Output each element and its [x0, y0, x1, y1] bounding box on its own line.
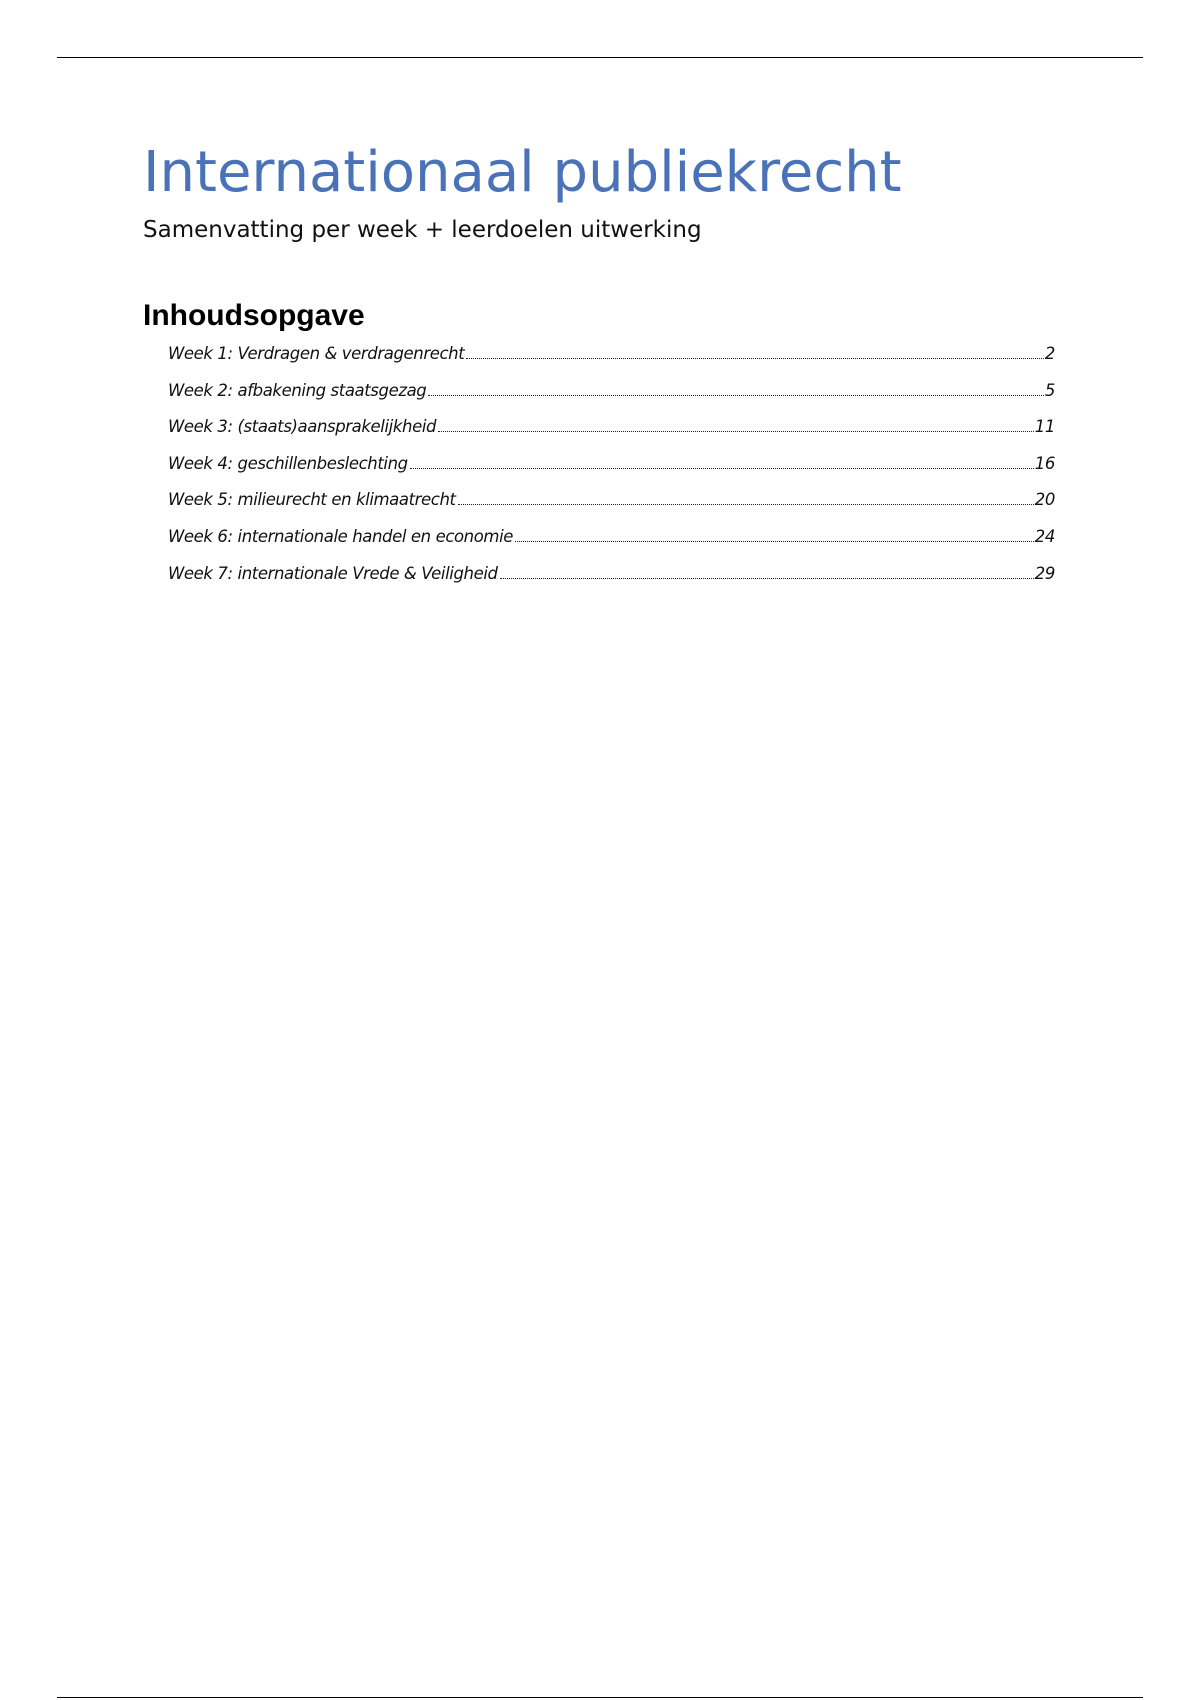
toc-dot-leader — [410, 468, 1034, 469]
table-of-contents — [168, 344, 1055, 600]
toc-dot-leader — [458, 504, 1034, 505]
toc-entry-week-4[interactable] — [168, 454, 1055, 491]
toc-dot-leader — [466, 358, 1044, 359]
footer-rule — [57, 1697, 1143, 1698]
toc-entry-week-3[interactable] — [168, 417, 1055, 454]
toc-entry-label: Week 7: internationale Vrede & Veiligheid — [168, 563, 498, 583]
toc-entry-week-5[interactable] — [168, 490, 1055, 527]
toc-entry-week-1[interactable] — [168, 344, 1055, 381]
toc-heading: Inhoudsopgave — [143, 299, 365, 332]
toc-entry-page: 16 — [1034, 453, 1055, 473]
toc-dot-leader — [500, 578, 1034, 579]
toc-entry-page: 24 — [1034, 526, 1055, 546]
toc-entry-page: 2 — [1044, 344, 1055, 363]
toc-entry-label: Week 2: afbakening staatsgezag — [168, 380, 427, 400]
toc-entry-week-7[interactable] — [168, 564, 1055, 601]
toc-dot-leader — [428, 395, 1044, 396]
toc-entry-week-2[interactable] — [168, 381, 1055, 418]
document-title: Internationaal publiekrecht — [143, 140, 902, 205]
toc-entry-week-6[interactable] — [168, 527, 1055, 564]
toc-entry-label: Week 5: milieurecht en klimaatrecht — [168, 490, 456, 510]
toc-entry-label: Week 1: Verdragen & verdragenrecht — [168, 344, 465, 363]
toc-entry-page: 20 — [1034, 490, 1055, 510]
document-subtitle: Samenvatting per week + leerdoelen uitwerking — [143, 217, 702, 243]
toc-entry-label: Week 3: (staats)aansprakelijkheid — [168, 417, 437, 437]
toc-dot-leader — [438, 431, 1034, 432]
toc-entry-label: Week 4: geschillenbeslechting — [168, 453, 408, 473]
toc-dot-leader — [515, 541, 1034, 542]
header-rule — [57, 57, 1143, 58]
toc-entry-page: 5 — [1044, 380, 1055, 400]
toc-entry-page: 11 — [1034, 417, 1055, 437]
toc-entry-label: Week 6: internationale handel en economie — [168, 526, 514, 546]
toc-entry-page: 29 — [1034, 563, 1055, 583]
